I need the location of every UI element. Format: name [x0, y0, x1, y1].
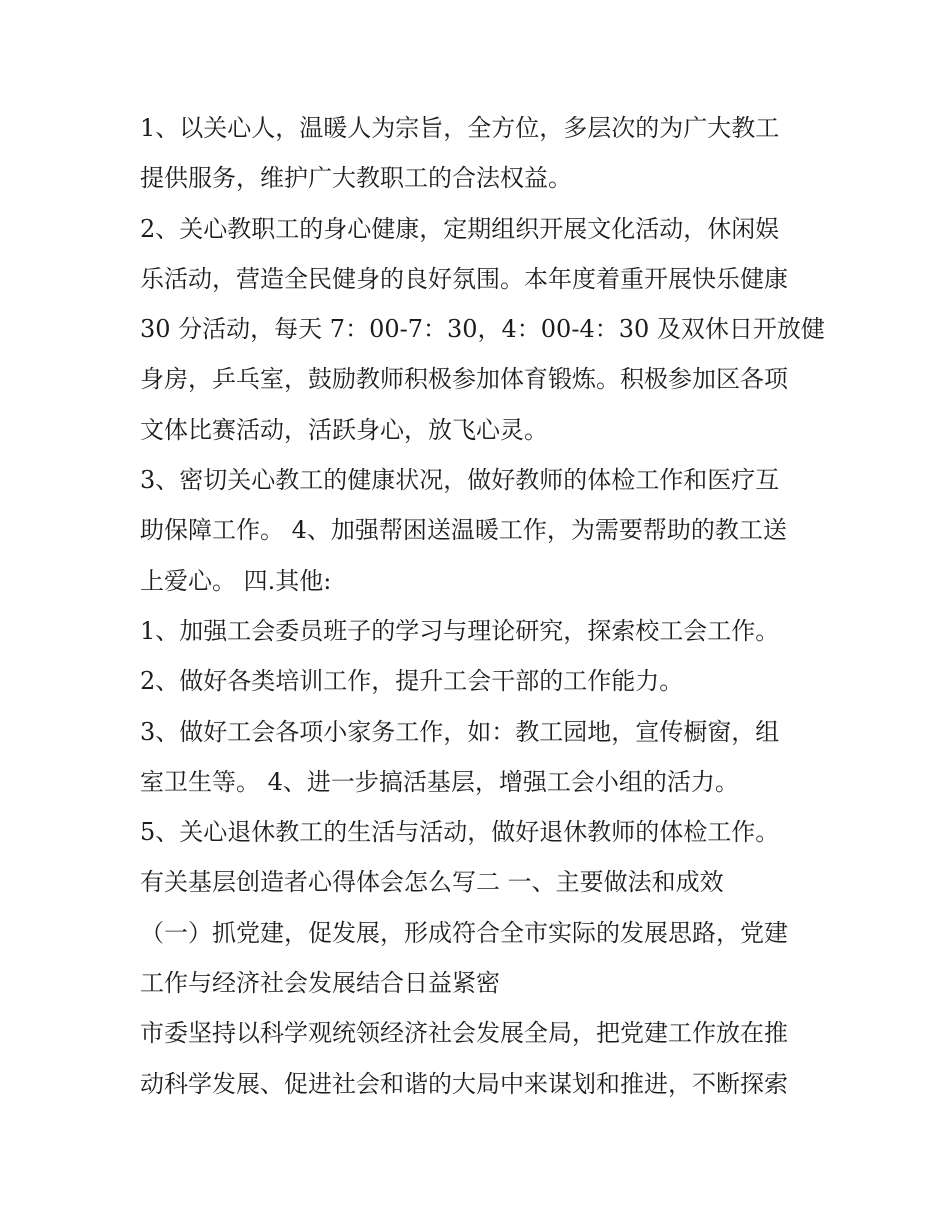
text-line: 1、加强工会委员班子的学习与理论研究，探索校工会工作。	[140, 616, 780, 645]
text-line: 提供服务，维护广大教职工的合法权益。	[140, 164, 572, 193]
text-line: 30 分活动，每天 7：00-7：30，4：00-4：30 及双休日开放健	[140, 315, 825, 344]
text-line: 2、做好各类培训工作，提升工会干部的工作能力。	[140, 667, 684, 696]
text-line: 文体比赛活动，活跃身心，放飞心灵。	[140, 415, 548, 444]
text-line: 3、密切关心教工的健康状况，做好教师的体检工作和医疗互	[140, 466, 780, 495]
text-line: 助保障工作。 4、加强帮困送温暖工作，为需要帮助的教工送	[140, 516, 787, 545]
text-line: 1、以关心人，温暖人为宗旨，全方位，多层次的为广大教工	[140, 114, 780, 142]
text-line: 2、关心教职工的身心健康，定期组织开展文化活动，休闲娱	[140, 214, 780, 243]
text-line: 乐活动，营造全民健身的良好氛围。本年度着重开展快乐健康	[140, 264, 788, 293]
text-line: （一）抓党建，促发展，形成符合全市实际的发展思路，党建	[140, 918, 788, 947]
text-line: 上爱心。 四.其他:	[140, 566, 332, 595]
document-body	[140, 103, 830, 1109]
text-line: 工作与经济社会发展结合日益紧密	[140, 969, 500, 998]
text-line: 动科学发展、促进社会和谐的大局中来谋划和推进，不断探索	[140, 1069, 788, 1098]
text-line: 3、做好工会各项小家务工作，如：教工园地，宣传橱窗，组	[140, 717, 780, 746]
text-line: 身房，乒乓室，鼓励教师积极参加体育锻炼。积极参加区各项	[140, 365, 788, 394]
text-line: 市委坚持以科学观统领经济社会发展全局，把党建工作放在推	[140, 1019, 788, 1048]
text-line: 5、关心退休教工的生活与活动，做好退休教师的体检工作。	[140, 818, 780, 847]
section-heading: 有关基层创造者心得体会怎么写二 一、主要做法和成效	[140, 868, 724, 897]
text-line: 室卫生等。 4、进一步搞活基层，增强工会小组的活力。	[140, 767, 739, 796]
